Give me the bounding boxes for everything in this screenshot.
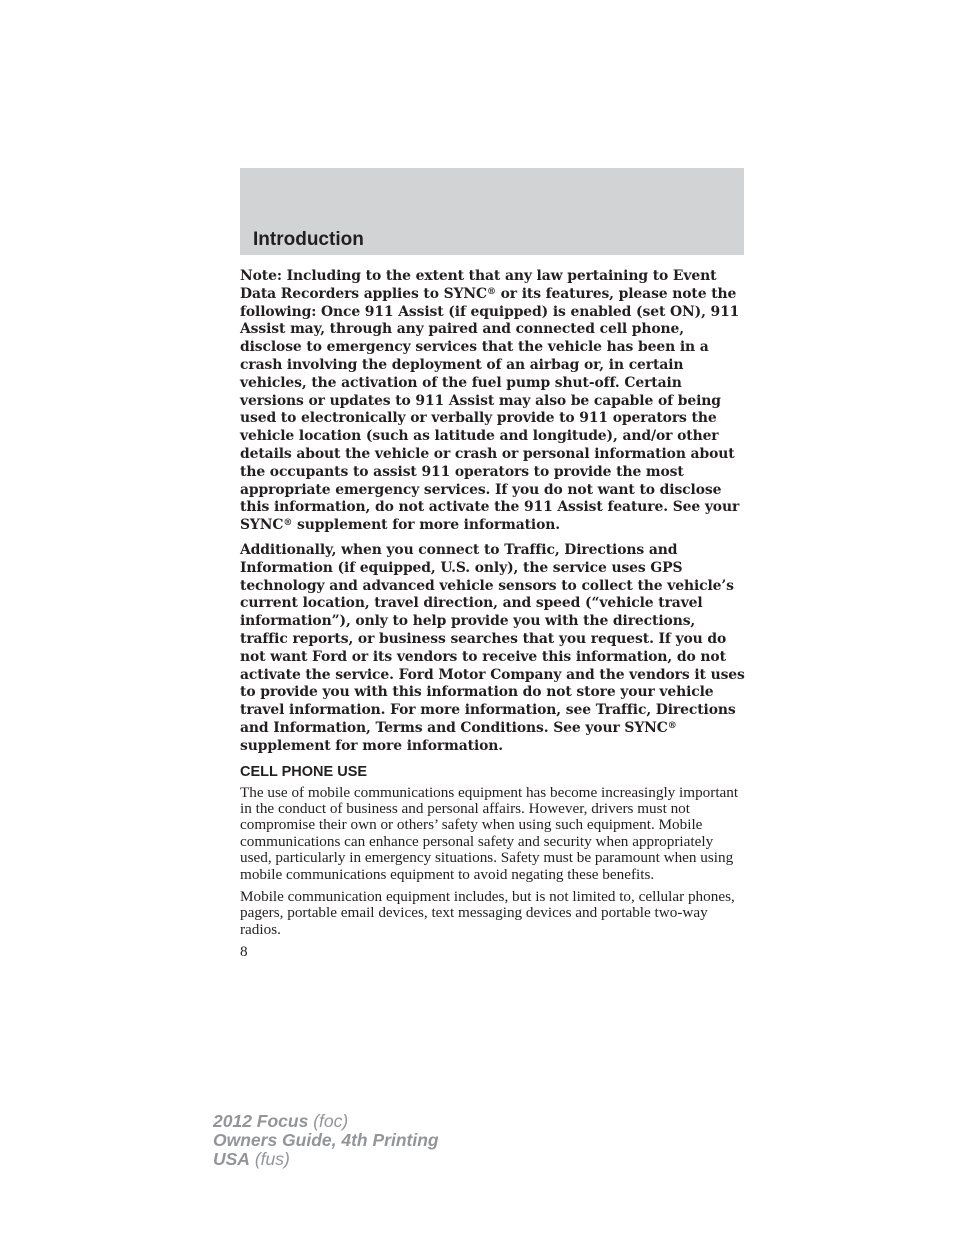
footer-guide-line (213, 1131, 439, 1150)
footer-market-code: (fus) (249, 1149, 290, 1169)
registered-mark: ® (667, 720, 677, 731)
note-text-2: or its features, please note the following: Once 911 Assist (if equipped) is enabled (set ON), 911 Assist may, through any paired and connected cell phone, disclose to emergency services that the vehicle has been in a crash involving the deployment of an airbag or, in certain vehicles, the activation of the fuel pump shut-off. Certain versions or updates to 911 Assist may also be capable of being used to electronically or verbally provide to 911 operators the vehicle location (such as latitude and longitude), and/or other details about the vehicle or crash or personal information about the occupants to assist 911 operators to provide the most appropriate emergency services. If you do not want to disclose this information, do not activate the 911 Assist feature. See your SYNC (240, 285, 740, 534)
footer-model-line (213, 1112, 439, 1131)
additionally-text-2: supplement for more information. (240, 737, 504, 754)
cell-phone-paragraph-1: The use of mobile communications equipment has become increasingly important in the conduct of business and personal affairs. However, drivers must not compromise their own or others’ safety when using such equipment. Mobile communications can enhance personal safety and security when appropriately used, particularly in emergency situations. Safety must be paramount when using mobile communications equipment to avoid negating these benefits. (240, 783, 739, 883)
footer-guide: Owners Guide, 4th Printing (213, 1130, 439, 1150)
main-content (240, 268, 746, 960)
note-paragraph (240, 268, 746, 535)
note-text-3: supplement for more information. (292, 517, 560, 534)
registered-mark: ® (486, 286, 496, 297)
traffic-directions-paragraph (240, 542, 746, 756)
page-number: 8 (240, 943, 248, 961)
note-text-1: Note: Including to the extent that any law pertaining to Event Data Recorders applies to SYNC (240, 268, 717, 302)
footer-model-code: (foc) (308, 1111, 349, 1131)
cell-phone-paragraph-2: Mobile communication equipment includes, but is not limited to, cellular phones, pagers, portable email devices, text messaging devices and portable two-way radios. (240, 887, 735, 938)
section-header-band (240, 168, 744, 255)
footer-model: 2012 Focus (213, 1111, 309, 1131)
cell-phone-use-heading: CELL PHONE USE (240, 763, 368, 780)
additionally-text-1: Additionally, when you connect to Traffic, Directions and Information (if equipped, U.S. only), the service uses GPS technology and advanced vehicle sensors to collect the vehicle’s current location, travel direction, and speed (“vehicle travel information”), only to help provide you with the directions, traffic reports, or business searches that you request. If you do not want Ford or its vendors to receive this information, do not activate the service. Ford Motor Company and the vendors it uses to provide you with this information do not store your vehicle travel information. For more information, see Traffic, Directions and Information, Terms and Conditions. See your SYNC (240, 541, 745, 736)
section-title: Introduction (253, 229, 364, 250)
document-footer (213, 1112, 439, 1169)
registered-mark: ® (283, 518, 293, 529)
footer-market: USA (213, 1149, 250, 1169)
footer-market-line (213, 1150, 439, 1169)
